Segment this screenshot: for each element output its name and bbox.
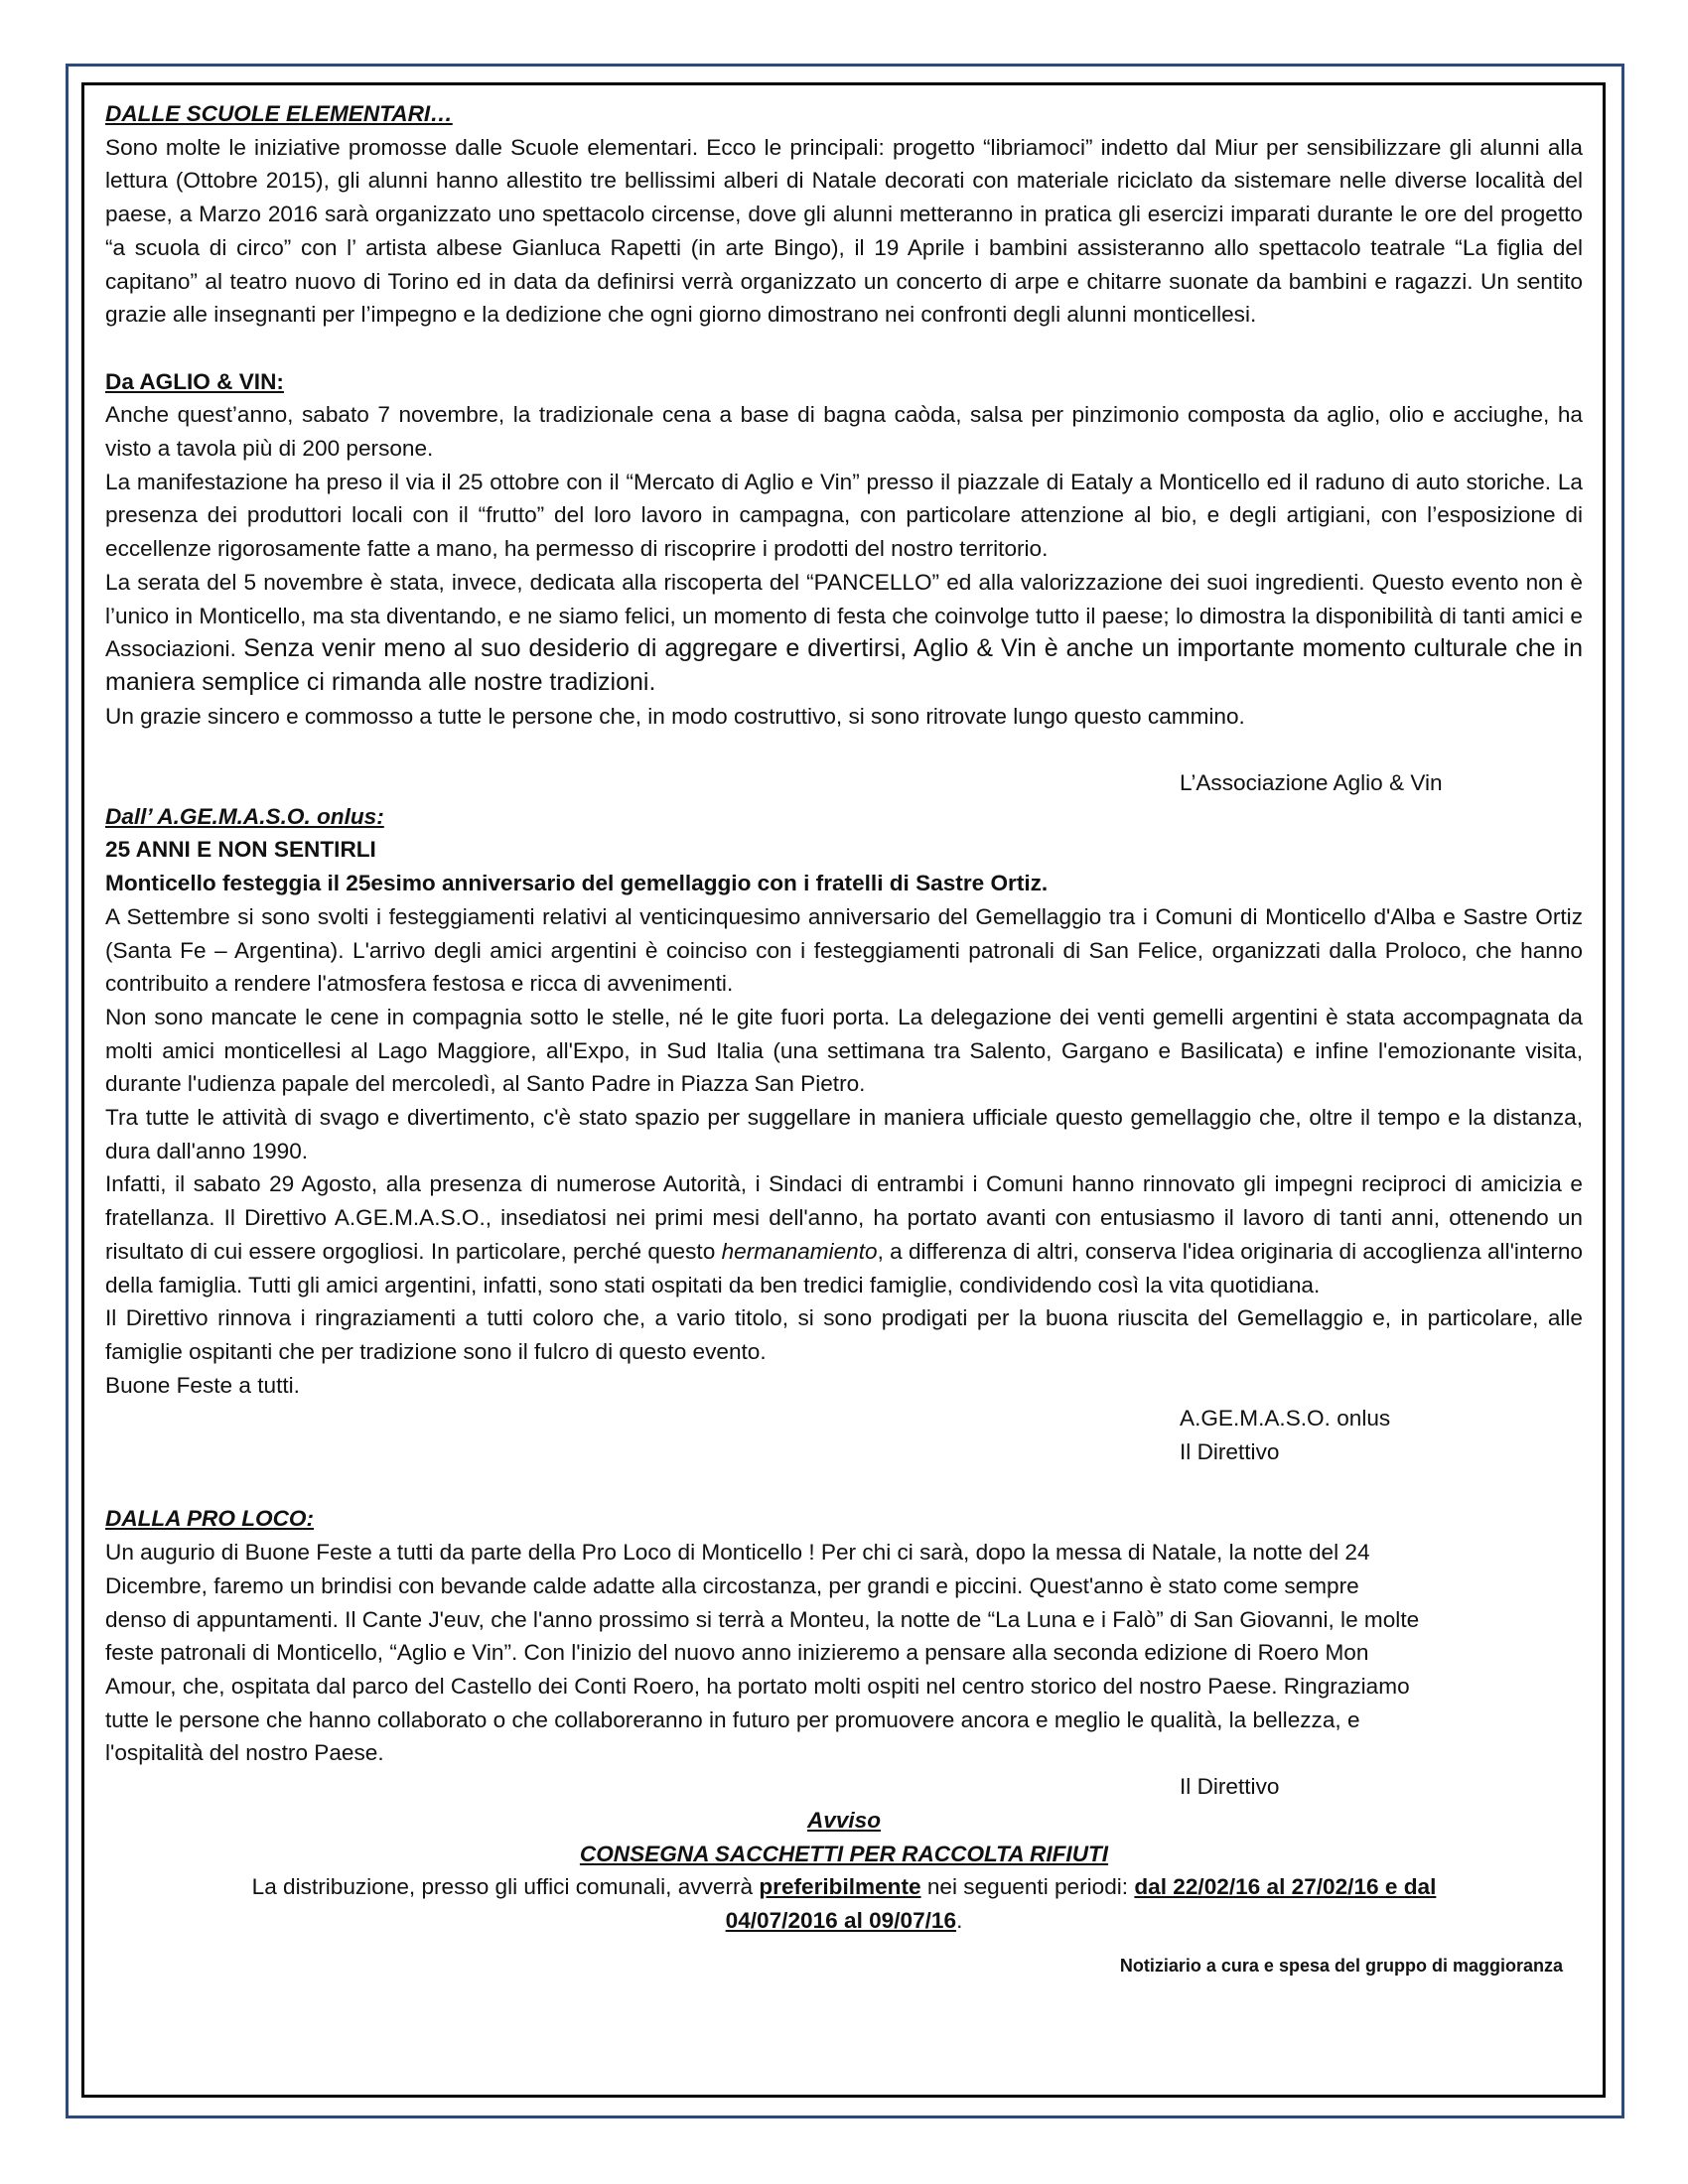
text-line: Un augurio di Buone Feste a tutti da parte della Pro Loco di Monticello ! Per chi ci sarà, dopo la messa di Natale, la notte del 24 — [105, 1540, 1370, 1566]
signature: Il Direttivo — [1180, 1439, 1280, 1465]
paragraph: Anche quest’anno, sabato 7 novembre, la tradizionale cena a base di bagna caòda, salsa per pinzimonio composta da aglio, olio e acciughe, ha visto a tavola più di 200 persone. — [105, 402, 1583, 462]
paragraph: Infatti, il sabato 29 Agosto, alla presenza di numerose Autorità, i Sindaci di entrambi i Comuni hanno rinnovato gli impegni reciproci di amicizia e fratellanza. Il Direttivo A.GE.M.A.S.O., insediatosi nei primi mesi dell'anno, ha portato avanti con entusiasmo il lavoro di tanti anni, ottenendo un risultato di cui essere orgogliosi. In particolare, perché questo hermanamiento, a differenza di altri, conserva l'idea originaria di accoglienza all'interno della famiglia. Tutti gli amici argentini, infatti, sono stati ospitati da ben tredici famiglie, condividendo così la vita quotidiana. — [105, 1171, 1583, 1297]
signature: A.GE.M.A.S.O. onlus — [1180, 1406, 1391, 1432]
section-aglio-vin — [105, 365, 1583, 800]
section-heading: DALLA PRO LOCO: — [105, 1506, 315, 1532]
paragraph: Buone Feste a tutti. — [105, 1372, 300, 1398]
section-heading: Da AGLIO & VIN: — [105, 368, 284, 394]
paragraph: Il Direttivo rinnova i ringraziamenti a tutti coloro che, a vario titolo, si sono prodigati per la buona riuscita del Gemellaggio e, in particolare, alle famiglie ospitanti che per tradizione sono il fulcro di questo evento. — [105, 1305, 1583, 1364]
section-avviso — [105, 1804, 1583, 1938]
text-line: Amour, che, ospitata dal parco del Castello dei Conti Roero, ha portato molti ospiti nel centro storico del nostro Paese. Ringraziamo — [105, 1674, 1410, 1699]
section-heading: Dall’ A.GE.M.A.S.O. onlus: — [105, 803, 384, 829]
highlighted-text: Senza venir meno al suo desiderio di aggregare e divertirsi, Aglio & Vin è anche un importante momento culturale che in maniera semplice ci rimanda alle nostre tradizioni. — [105, 634, 1584, 696]
text-line: denso di appuntamenti. Il Cante J'euv, che l'anno prossimo si terrà a Monteu, la notte de “La Luna e i Falò” di San Giovanni, le molte — [105, 1606, 1420, 1632]
text-line: tutte le persone che hanno collaborato o che collaboreranno in futuro per promuovere ancora e meglio le qualità, la bellezza, e — [105, 1706, 1360, 1732]
section-scuole — [105, 97, 1583, 332]
paragraph: A Settembre si sono svolti i festeggiamenti relativi al venticinquesimo anniversario del Gemellaggio tra i Comuni di Monticello d'Alba e Sastre Ortiz (Santa Fe – Argentina). L'arrivo degli amici argentini è coinciso con i festeggiamenti patronali di San Felice, organizzati dalla Proloco, che hanno contribuito a rendere l'atmosfera festosa e ricca di avvenimenti. — [105, 903, 1583, 997]
signature: L’Associazione Aglio & Vin — [1180, 770, 1443, 796]
section-proloco — [105, 1502, 1583, 1803]
paragraph: La serata del 5 novembre è stata, invece, dedicata alla riscoperta del “PANCELLO” ed alla valorizzazione dei suoi ingredienti. Questo evento non è l’unico in Monticello, ma sta diventando, e ne siamo felici, un momento di festa che coinvolge tutto il paese; lo dimostra la disponibilità di tanti amici e Associazioni. Senza venir meno al suo desiderio di aggregare e divertirsi, Aglio & Vin è anche un importante momento culturale che in maniera semplice ci rimanda alle nostre tradizioni. — [105, 569, 1584, 696]
notice-subtitle: CONSEGNA SACCHETTI PER RACCOLTA RIFIUTI — [579, 1841, 1109, 1866]
text-line: Dicembre, faremo un brindisi con bevande calde adatte alla circostanza, per grandi e piccini. Quest'anno è stato come sempre — [105, 1572, 1359, 1598]
text-line: l'ospitalità del nostro Paese. — [105, 1740, 384, 1766]
paragraph: Sono molte le iniziative promosse dalle Scuole elementari. Ecco le principali: progetto “libriamoci” indetto dal Miur per sensibilizzare gli alunni alla lettura (Ottobre 2015), gli alunni hanno allestito tre bellissimi alberi di Natale decorati con materiale riciclato da sistemare nelle diverse località del paese, a Marzo 2016 sarà organizzato uno spettacolo circense, dove gli alunni metteranno in pratica gli esercizi imparati durante le ore del progetto “a scuola di circo” con l’ artista albese Gianluca Rapetti (in arte Bingo), il 19 Aprile i bambini assisteranno allo spettacolo teatrale “La figlia del capitano” al teatro nuovo di Torino ed in data da definirsi verrà organizzato un concerto di arpe e chitarre suonate da bambini e ragazzi. Un sentito grazie alle insegnanti per l’impegno e la dedizione che ogni giorno dimostrano nei confronti degli alunni monticellesi. — [105, 134, 1583, 328]
notice-text: La distribuzione, presso gli uffici comunali, avverrà preferibilmente nei seguenti periodi: dal 22/02/16 al 27/02/16 e dal 04/07/2016 al 09/07/16. — [251, 1874, 1437, 1933]
paragraph: La manifestazione ha preso il via il 25 ottobre con il “Mercato di Aglio e Vin” presso il piazzale di Eataly a Monticello ed il raduno di auto storiche. La presenza dei produttori locali con il “frutto” del loro lavoro in campagna, con particolare attenzione al bio, e degli artigiani, con l’esposizione di eccellenze rigorosamente fatte a mano, ha permesso di riscoprire i prodotti del nostro territorio. — [105, 469, 1583, 562]
paragraph: Un grazie sincero e commosso a tutte le persone che, in modo costruttivo, si sono ritrovate lungo questo cammino. — [105, 703, 1245, 729]
notice-title: Avviso — [806, 1807, 882, 1833]
signature: Il Direttivo — [1180, 1774, 1280, 1800]
section-heading: DALLE SCUOLE ELEMENTARI… — [105, 101, 453, 126]
article-title: 25 ANNI E NON SENTIRLI — [105, 837, 376, 863]
article-subtitle: Monticello festeggia il 25esimo anniversario del gemellaggio con i fratelli di Sastre Ortiz. — [105, 871, 1049, 896]
footer-note: Notiziario a cura e spesa del gruppo di maggioranza — [1119, 1955, 1563, 1976]
section-agemaso — [105, 800, 1583, 1469]
paragraph: Non sono mancate le cene in compagnia sotto le stelle, né le gite fuori porta. La delegazione dei venti gemelli argentini è stata accompagnata da molti amici monticellesi al Lago Maggiore, all'Expo, in Sud Italia (una settimana tra Salento, Gargano e Basilicata) e infine l'emozionante visita, durante l'udienza papale del mercoledì, al Santo Padre in Piazza San Pietro. — [105, 1004, 1583, 1097]
paragraph: Tra tutte le attività di svago e divertimento, c'è stato spazio per suggellare in maniera ufficiale questo gemellaggio che, oltre il tempo e la distanza, dura dall'anno 1990. — [105, 1105, 1583, 1163]
newsletter-page — [105, 97, 1583, 1982]
text-line: feste patronali di Monticello, “Aglio e Vin”. Con l'inizio del nuovo anno inizieremo a pensare alla seconda edizione di Roero Mon — [105, 1640, 1369, 1666]
